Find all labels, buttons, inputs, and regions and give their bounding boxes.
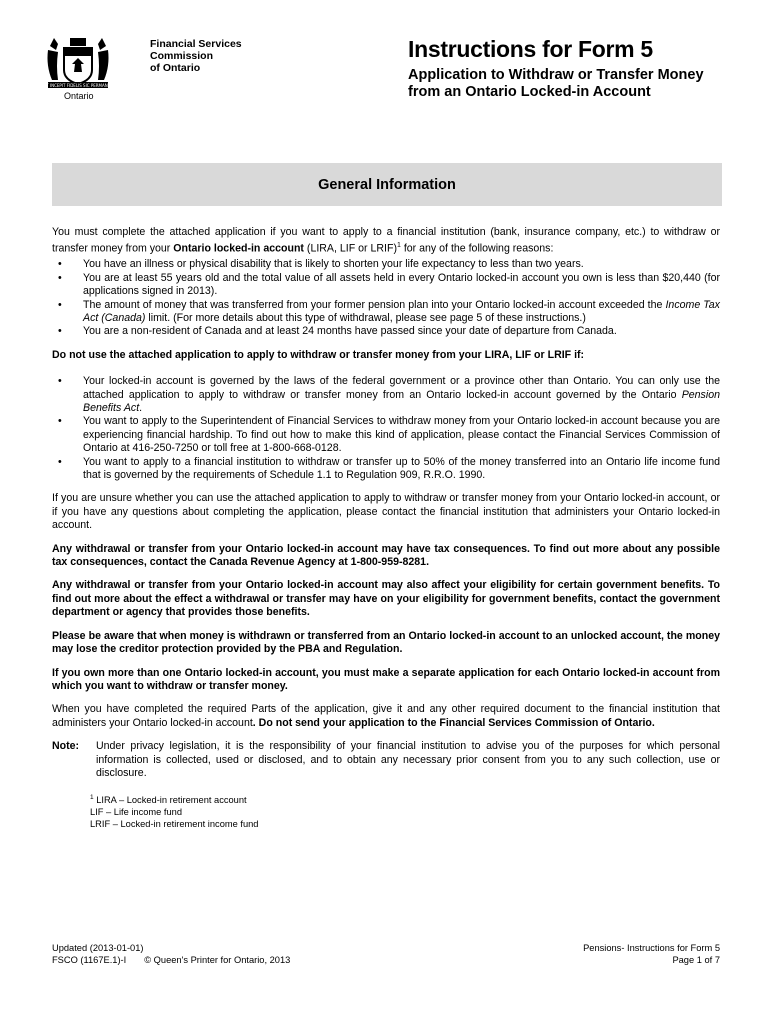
- note-label: Note:: [52, 740, 80, 753]
- exclusion-text: .: [139, 402, 143, 414]
- subtitle-line: Application to Withdraw or Transfer Money: [408, 67, 704, 83]
- do-not-heading: [52, 349, 720, 362]
- exclusions-list: [52, 375, 720, 482]
- reason-text: limit. (For more details about this type of withdrawal, please see page 5 of these instructions.): [145, 311, 586, 324]
- intro-paragraph: [52, 226, 720, 256]
- creditor-paragraph: [52, 630, 720, 657]
- document-body: [52, 226, 720, 830]
- act-name: Pension Benefits Act: [83, 388, 720, 414]
- agency-line: Financial Services: [150, 38, 242, 50]
- intro-text: for any of the following reasons:: [400, 242, 554, 255]
- benefits-paragraph: [52, 579, 720, 619]
- do-not-heading-text: Do not use the attached application to apply to withdraw or transfer money from your LIRA, LIF or LRIF if:: [52, 348, 585, 361]
- reason-text: The amount of money that was transferred from your former pension plan into your Ontario locked-in account exceeded the: [83, 298, 666, 311]
- list-item: • You have an illness or physical disability that is likely to shorten your life expectancy to less than two years.: [52, 258, 720, 271]
- tax-paragraph: [52, 543, 720, 570]
- list-item: • You are a non-resident of Canada and at least 24 months have passed since your date of departure from Canada.: [52, 325, 720, 338]
- multiple-accounts-paragraph: [52, 667, 720, 694]
- list-item: [52, 375, 720, 415]
- completed-paragraph: [52, 703, 720, 730]
- list-item: [52, 299, 720, 326]
- footnote-line: [90, 792, 720, 806]
- completed-text: When you have completed the required Parts of the application, give it and any other required document to the financial institution that administers your Ontario locked-in account: [52, 703, 720, 729]
- exclusion-text: Your locked-in account is governed by the laws of the federal government or a province other than Ontario. You can only use the attached application to apply to withdraw or transfer money from an Ontario locked-in account governed by the Ontario: [83, 375, 720, 401]
- completed-bold: . Do not send your application to the Financial Services Commission of Ontario.: [252, 716, 655, 729]
- agency-line: of Ontario: [150, 62, 201, 74]
- logo-caption: Ontario: [64, 91, 94, 101]
- list-item: • You are at least 55 years old and the total value of all assets held in every Ontario locked-in account you own is less than $20,440 (for applications signed in 2013).: [52, 272, 720, 299]
- footnote-line: LRIF – Locked-in retirement income fund: [90, 819, 259, 830]
- section-banner: General Information: [52, 163, 722, 206]
- footnote-line: LIF – Life income fund: [90, 807, 182, 818]
- bold-text: Any withdrawal or transfer from your Ontario locked-in account may have tax consequences. To find out more about any possible tax consequences, contact the Canada Revenue Agency at 1-800-959-8281.: [52, 542, 720, 569]
- list-item: • You want to apply to a financial institution to withdraw or transfer up to 50% of the money transferred into an Ontario life income fund that is governed by the requirements of Schedule 1.1 to Regulation 909, R.R.O. 1990.: [52, 456, 720, 483]
- series-label: Pensions- Instructions for Form 5: [583, 943, 720, 953]
- subtitle-line: from an Ontario Locked-in Account: [408, 84, 651, 100]
- bold-text: If you own more than one Ontario locked-in account, you must make a separate application for each Ontario locked-in account from which you want to withdraw or transfer money.: [52, 666, 720, 692]
- footnote: [90, 792, 720, 830]
- footnote-ref: 1: [396, 242, 401, 250]
- footnote-text: LIRA – Locked-in retirement account: [96, 795, 247, 806]
- footer-left: [52, 942, 290, 966]
- unsure-paragraph: If you are unsure whether you can use the attached application to apply to withdraw or transfer money from your Ontario locked-in account, or if you have any questions about completing the application, please contact the financial institution that administers your Ontario locked-in account.: [52, 492, 720, 532]
- agency-line: Commission: [150, 50, 214, 62]
- note-text: Under privacy legislation, it is the responsibility of your financial institution to advise you of the purposes for which personal information is collected, used or disclosed, and to obtain any necessary prior consent from you to any such collection, use or disclosure.: [96, 740, 720, 779]
- bold-text: Any withdrawal or transfer from your Ontario locked-in account may also affect your eligibility for certain government benefits. To find out more about the effect a withdrawal or transfer may have on your eligibility for government benefits, contact the government department or agency that provides those benefits.: [52, 579, 720, 619]
- page-number: Page 1 of 7: [672, 955, 720, 965]
- form-code-line: [52, 954, 290, 966]
- bold-text: Please be aware that when money is withdrawn or transferred from an Ontario locked-in account to an unlocked account, the money may lose the creditor protection provided by the PBA and Regulation.: [52, 629, 720, 656]
- page-subtitle: [408, 67, 704, 101]
- coat-of-arms-icon: [44, 36, 112, 92]
- act-name: Income Tax Act (Canada): [83, 298, 720, 324]
- intro-text: (LIRA, LIF or LRIF): [303, 242, 397, 255]
- intro-text: You must complete the attached application if you want to apply to a financial institution (bank, insurance company, etc.) to withdraw or transfer money from your: [52, 226, 720, 255]
- svg-text:UT INCEPIT FIDELIS SIC PERMANE: UT INCEPIT FIDELIS SIC PERMANET: [44, 83, 112, 88]
- reasons-list: [52, 258, 720, 338]
- footer-right: [520, 942, 720, 966]
- privacy-note: [52, 740, 720, 780]
- footnote-marker: 1: [90, 794, 94, 802]
- list-item: • You want to apply to the Superintendent of Financial Services to withdraw money from your Ontario locked-in account because you are experiencing financial hardship. To find out how to make this kind of application, please contact the Financial Services Commission of Ontario at 416-250-7250 or toll free at 1-800-668-0128.: [52, 415, 720, 455]
- updated-date: Updated (2013-01-01): [52, 943, 144, 953]
- copyright: © Queen's Printer for Ontario, 2013: [144, 955, 291, 965]
- agency-name: [150, 38, 242, 74]
- intro-bold: Ontario locked-in account: [173, 242, 304, 255]
- form-code: FSCO (1167E.1)-I: [52, 955, 127, 965]
- page-title: Instructions for Form 5: [408, 36, 653, 62]
